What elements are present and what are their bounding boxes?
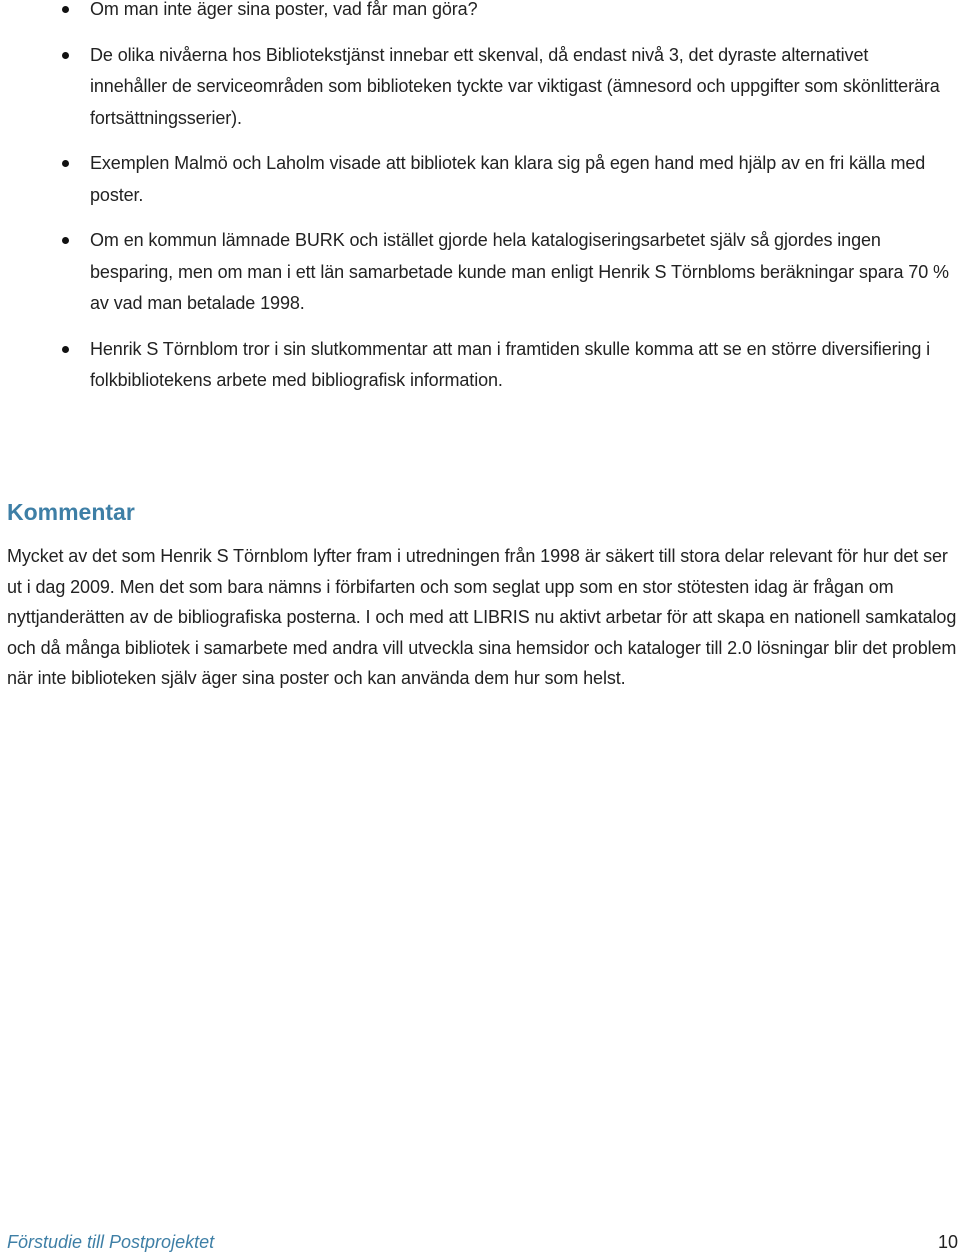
footer-page-number: 10 [937,1232,958,1252]
bullet-dot-icon [62,6,69,13]
bullet-text: Om en kommun lämnade BURK och istället gjorde hela katalogiseringsarbetet själv så gjordes ingen besparing, men om man i ett län samarbetade kunde man enligt Henrik S Törnbloms beräkningar spara 70 % av vad man betalade 1998. [90,230,949,313]
bullet-item [0,334,960,397]
bullet-dot-icon [62,160,69,167]
bullet-text: Exemplen Malmö och Laholm visade att bibliotek kan klara sig på egen hand med hjälp av en fri källa med poster. [90,153,926,205]
bullet-dot-icon [62,52,69,59]
bullet-item [0,148,960,211]
bullet-text: De olika nivåerna hos Bibliotekstjänst innebar ett skenval, då endast nivå 3, det dyraste alternativet innehåller de serviceområden som biblioteken tyckte var viktigast (ämnesord och uppgifter som skönlitterära fortsättningsserier). [90,44,940,128]
bullet-item [0,40,960,135]
bullet-item [0,225,960,320]
bullet-item [0,0,960,26]
bullet-list [0,0,960,411]
bullet-text: Henrik S Törnblom tror i sin slutkommentar att man i framtiden skulle komma att se en större diversifiering i folkbibliotekens arbete med bibliografisk information. [90,338,931,390]
section-body-paragraph: Mycket av det som Henrik S Törnblom lyfter fram i utredningen från 1998 är säkert till stora delar relevant för hur det ser ut i dag 2009. Men det som bara nämns i förbifarten och som seglat upp som en stor stötesten idag är frågan om nyttjanderätten av de bibliografiska posterna. I och med att LIBRIS nu aktivt arbetar för att skapa en nationell samkatalog och då många bibliotek i samarbete med andra vill utveckla sina hemsidor och kataloger till 2.0 lösningar blir det problem när inte biblioteken själv äger sina poster och kan använda dem hur som helst. [7,546,957,688]
bullet-dot-icon [62,237,69,244]
section-heading: Kommentar [7,499,135,525]
bullet-dot-icon [62,346,69,353]
footer-document-title: Förstudie till Postprojektet [7,1232,215,1252]
bullet-text: Om man inte äger sina poster, vad får man göra? [90,0,478,19]
